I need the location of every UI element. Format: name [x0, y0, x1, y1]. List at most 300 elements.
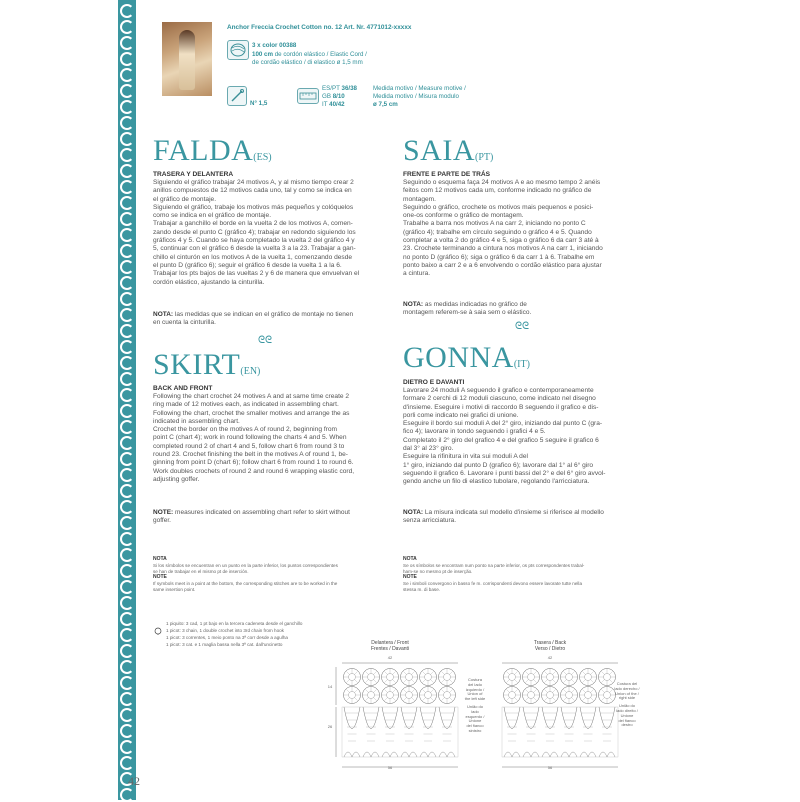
note-line: senza arricciatura. — [403, 517, 457, 525]
scallop-edge — [561, 752, 577, 757]
motif-spoke — [354, 679, 357, 682]
wave-swirl — [120, 628, 134, 642]
body-line: anillos compuestos de 12 motivos cada uno, tal y como se indica en — [153, 187, 352, 195]
motif-spoke — [365, 689, 368, 692]
motif-center — [547, 674, 554, 681]
motif-spoke — [571, 679, 574, 682]
body-line: one-os conforme o gráfico de montagem. — [403, 212, 524, 220]
wave-swirl — [120, 516, 134, 530]
size-value: 36/38 — [341, 85, 357, 92]
note-line: measures indicated on assembling chart refer to skirt without — [175, 509, 350, 516]
motif-center — [566, 692, 573, 699]
page-number: 42 — [128, 774, 140, 788]
motif-spoke — [525, 689, 528, 692]
body-line: gendo anche un filo di elastico tubolare, regolando l'arricciatura. — [403, 478, 590, 486]
footnote-left — [153, 556, 338, 593]
motif-spoke — [563, 671, 566, 674]
motif-center — [387, 674, 394, 681]
scallop-edge — [401, 752, 417, 757]
motif-spoke — [582, 689, 585, 692]
body-line: fico 4); lavorare in tondo seguendo i grafici 4 e 5. — [403, 428, 546, 436]
body-line: a cintura. — [403, 270, 431, 278]
title-text: GONNA — [403, 341, 514, 374]
note-line: goffer. — [153, 517, 171, 525]
body-line: formare 2 cerchi di 12 moduli ciascuno, come indicato nel disegno — [403, 395, 596, 403]
motif-center — [604, 674, 611, 681]
motif-center — [444, 674, 451, 681]
back-top-measure: 42 — [547, 655, 553, 660]
motif-spoke — [373, 697, 376, 700]
side-note-line: the left side — [464, 696, 486, 702]
body-line: Completato il 2° giro del grafico 4 e del grafico 5 seguire il grafico 6 — [403, 436, 599, 444]
chart-title-line: Delantera / Front — [371, 640, 409, 646]
side-note-line: Union of the / — [615, 690, 639, 696]
right-side-note — [612, 682, 642, 728]
body-line: ginning from point D (chart 6); follow chart 6 from round 1 to round 6. — [153, 459, 354, 467]
wave-swirl — [120, 196, 134, 210]
motif-spoke — [411, 697, 414, 700]
wave-swirl — [120, 36, 134, 50]
wave-swirl — [120, 372, 134, 386]
motif-spoke — [533, 679, 536, 682]
size-value: 40/42 — [329, 101, 345, 108]
wave-swirl — [120, 724, 134, 738]
body-line: Siguiendo el gráfico, trabaje los motivos más pequeños y colóquelos — [153, 203, 354, 211]
section-title-saia — [403, 136, 493, 166]
motif-spoke — [552, 671, 555, 674]
motif-center — [509, 692, 516, 699]
pineapple-shape — [420, 707, 436, 729]
motif-spoke — [346, 689, 349, 692]
wave-swirl — [120, 740, 134, 754]
body-line: Eseguire la rifinitura in vita sui moduli A del — [403, 453, 528, 461]
motif-spoke — [544, 679, 547, 682]
measure-value: ø 7,5 cm — [373, 101, 398, 108]
wave-swirl — [120, 132, 134, 146]
yarn-ball-icon — [227, 40, 249, 60]
language-tag: (IT) — [513, 359, 530, 370]
wave-swirl — [120, 484, 134, 498]
motif-center — [425, 674, 432, 681]
body-line: 1° giro, iniziando dal punto D (grafico 6); lavorare dal 1° al 6° giro — [403, 461, 594, 469]
motif-center — [387, 692, 394, 699]
motif-center — [425, 692, 432, 699]
footnote-label: NOTE — [403, 574, 417, 581]
footnote-line: se han de trabajar en el mismo pt de inserción. — [153, 568, 249, 574]
motif-spoke — [449, 679, 452, 682]
wave-swirl — [120, 756, 134, 770]
body-line: Seguindo o gráfico, crochete os motivos mais pequenos e posici- — [403, 203, 594, 211]
motif-spoke — [590, 689, 593, 692]
front-left-top-measure: 14 — [327, 684, 333, 689]
motif-spoke — [601, 679, 604, 682]
motif-spoke — [373, 689, 376, 692]
motif-spoke — [514, 671, 517, 674]
measuring-tape-icon — [297, 88, 319, 104]
motif-spoke — [354, 689, 357, 692]
scallop-edge — [599, 752, 615, 757]
wave-swirl — [120, 20, 134, 34]
hook-size: N° 1,5 — [250, 100, 268, 107]
ornament-divider: ᘓᘓ — [258, 335, 273, 346]
picot-symbol-icon — [153, 622, 163, 640]
front-top-measure: 42 — [387, 655, 393, 660]
motif-spoke — [441, 697, 444, 700]
note-line: en cuenta la cinturilla. — [153, 319, 216, 327]
motif-center — [349, 674, 356, 681]
left-side-note — [460, 678, 490, 734]
wave-swirl — [120, 292, 134, 306]
footnote-line: Si los símbolos se encuentran en un punto en la parte inferior, los puntos correspondientes — [153, 562, 338, 568]
wave-swirl — [120, 404, 134, 418]
wave-swirl — [120, 340, 134, 354]
motif-spoke — [525, 679, 528, 682]
motif-spoke — [601, 689, 604, 692]
front-chart-title — [330, 640, 450, 652]
wave-swirl — [120, 244, 134, 258]
motif-spoke — [354, 697, 357, 700]
motif-spoke — [392, 679, 395, 682]
motif-center — [528, 674, 535, 681]
body-line: Seguindo o esquema faça 24 motivos A e ao mesmo tempo 2 anéis — [403, 179, 601, 186]
subtitle-skirt: BACK AND FRONT — [153, 385, 213, 392]
language-tag: (EN) — [240, 366, 261, 377]
motif-spoke — [384, 689, 387, 692]
section-title-falda — [153, 136, 272, 166]
body-line: adjusting goffer. — [153, 475, 200, 483]
body-line: 5, continuar con el gráfico 6 desde la vuelta 3 a la 23. Trabajar a gan- — [153, 245, 356, 253]
motif-spoke — [430, 697, 433, 700]
motif-spoke — [514, 689, 517, 692]
crochet-hook-icon — [227, 86, 247, 106]
motif-spoke — [422, 671, 425, 674]
pineapple-shape — [542, 707, 558, 729]
subtitle-saia: FRENTE E PARTE DE TRÁS — [403, 171, 491, 178]
motif-spoke — [373, 679, 376, 682]
motif-spoke — [422, 689, 425, 692]
note-skirt — [153, 509, 350, 525]
body-line: Trabajar a ganchillo el borde en la vuelta 2 de los motivos A, comen- — [153, 220, 353, 228]
motif-center — [509, 674, 516, 681]
motif-spoke — [441, 671, 444, 674]
pineapple-shape — [401, 707, 417, 729]
motif-spoke — [571, 689, 574, 692]
motif-spoke — [506, 679, 509, 682]
chart-title-line: Verso / Dietro — [534, 646, 566, 652]
size-row-es — [322, 85, 357, 93]
body-skirt — [153, 393, 354, 484]
motif-center — [585, 674, 592, 681]
back-chart-title — [490, 640, 610, 652]
body-line: chillo el cinturón en los motivos A de la vuelta 1, comenzando desde — [153, 253, 353, 261]
body-line: como se indica en el gráfico de montaje. — [153, 212, 272, 220]
body-line: d'insieme. Eseguire i motivi di raccordo B seguendo il grafico e dis- — [403, 403, 599, 411]
subtitle-gonna: DIETRO E DAVANTI — [403, 379, 465, 386]
motif-spoke — [384, 697, 387, 700]
body-line: no ponto D (gráfico 6); siga o gráfico 6 da carr 1 à 6. Trabalhe em — [403, 253, 595, 261]
wave-swirl — [120, 644, 134, 658]
body-line: Following the chart crochet 24 motives A and at same time create 2 — [153, 393, 350, 400]
motif-spoke — [392, 671, 395, 674]
picot-line: 1 piquito: 3 cad, 1 pt bajo en la tercera cadeneta desde el ganchillo — [166, 621, 303, 626]
picot-line: 1 picot: 3 cat. e 1 maglia bassa nella 3ª cat. dall'uncinetto — [166, 642, 283, 647]
measure-label-2: Medida motivo / Misura modulo — [373, 93, 459, 100]
wave-swirl — [120, 100, 134, 114]
body-line: ring made of 12 motives each, as indicated in assembling chart. — [153, 401, 339, 409]
side-note-line: Union of — [467, 691, 483, 697]
wave-swirl — [120, 532, 134, 546]
body-line: Lavorare 24 moduli A seguendo il grafico e contemporaneamente — [403, 387, 594, 394]
pineapple-shape — [439, 707, 455, 729]
motif-spoke — [582, 671, 585, 674]
title-text: SAIA — [403, 134, 476, 167]
footnote-label: NOTA — [153, 556, 167, 562]
back-bottom-measure: 56 — [547, 765, 553, 770]
wave-swirl — [120, 660, 134, 674]
motif-spoke — [506, 671, 509, 674]
motif-spoke — [552, 697, 555, 700]
body-line: el gráfico de montaje. — [153, 195, 217, 203]
wave-swirl — [120, 596, 134, 610]
side-note-line: União do — [466, 703, 483, 709]
wave-swirl — [120, 68, 134, 82]
size-code: GB — [322, 93, 331, 100]
cord-length: 100 cm — [252, 51, 273, 58]
scallop-edge — [542, 752, 558, 757]
decorative-wave-border — [118, 0, 136, 800]
body-line: ponto baixo a carr 2 e a 6 envolvendo o cordão elástico para ajustar — [403, 261, 602, 269]
motif-center — [547, 692, 554, 699]
side-note-line: Costura del — [616, 681, 638, 686]
motif-spoke — [544, 671, 547, 674]
side-note-line: sinistro — [468, 727, 482, 733]
wave-swirl — [120, 564, 134, 578]
motif-center — [406, 692, 413, 699]
motif-center — [444, 692, 451, 699]
body-line: Trabalhe a barra nos motivos A na carr 2, iniciando no ponto C — [403, 220, 586, 228]
motif-spoke — [571, 671, 574, 674]
motif-spoke — [590, 679, 593, 682]
motif-spoke — [384, 679, 387, 682]
wave-swirl — [120, 148, 134, 162]
body-line: point C (chart 4); work in round following the charts 4 and 5. When — [153, 434, 347, 442]
chart-title-line: Frentes / Davanti — [370, 646, 410, 652]
wave-swirl — [120, 452, 134, 466]
scallop-edge — [523, 752, 539, 757]
body-line: Following the chart, crochet the smaller motives and arrange the as — [153, 409, 350, 417]
side-note-line: lado — [471, 708, 479, 714]
section-title-gonna — [403, 343, 530, 373]
scallop-edge — [580, 752, 596, 757]
footnote-line: Se i simboli convergono in basso fe m. corrispondenti devono essere lavorate tutte nella — [403, 581, 583, 587]
body-line: el punto D (gráfico 6); seguir el gráfico 6 desde la vuelta 1 a la 6. — [153, 261, 342, 269]
motif-spoke — [514, 697, 517, 700]
body-gonna — [403, 387, 605, 487]
chart-title-line: Trasera / Back — [533, 640, 567, 646]
footnote-line: If symbols meet in a point at the bottom, the corresponding stitches are to be worked in the — [153, 581, 338, 587]
wave-swirl — [120, 420, 134, 434]
motif-spoke — [533, 671, 536, 674]
wave-swirl — [120, 676, 134, 690]
size-row-it — [322, 101, 345, 109]
wave-swirl — [120, 84, 134, 98]
motif-spoke — [525, 697, 528, 700]
footnote-line: Se os símbolos se encontram num ponto na parte inferior, os pts correspondentes trabal- — [403, 562, 585, 568]
motif-spoke — [544, 697, 547, 700]
motif-spoke — [365, 697, 368, 700]
motif-spoke — [506, 689, 509, 692]
wave-swirl — [120, 708, 134, 722]
wave-swirl — [120, 436, 134, 450]
side-note-line: Costura — [467, 677, 482, 682]
motif-spoke — [392, 689, 395, 692]
model-photo — [162, 22, 212, 96]
motif-spoke — [403, 671, 406, 674]
pineapple-shape — [344, 707, 360, 729]
motif-spoke — [563, 689, 566, 692]
note-saia — [403, 301, 531, 317]
body-line: zando desde el punto C (gráfico 4); trabajar en redondo siguiendo los — [153, 228, 356, 236]
motif-spoke — [601, 671, 604, 674]
motif-spoke — [552, 679, 555, 682]
motif-spoke — [544, 689, 547, 692]
size-value: 8/10 — [332, 93, 345, 100]
size-code: ES/PT — [322, 85, 340, 92]
motif-center — [566, 674, 573, 681]
body-line: completar a volta 2 do gráfico 4 e 5, siga o gráfico 6 da carr 3 até à — [403, 237, 599, 245]
side-note-line: izquierdo / — [465, 686, 485, 692]
motif-spoke — [346, 671, 349, 674]
motif-spoke — [384, 671, 387, 674]
motif-spoke — [411, 671, 414, 674]
motif-spoke — [422, 679, 425, 682]
scallop-edge — [382, 752, 398, 757]
wave-swirl — [120, 468, 134, 482]
title-text: SKIRT — [153, 348, 241, 381]
motif-center — [528, 692, 535, 699]
motif-spoke — [392, 697, 395, 700]
body-line: completed round 2 of chart 4 and 5, follow chart 6 from round 3 to — [153, 442, 345, 450]
wave-swirl — [120, 52, 134, 66]
side-note-line: lado derecho / — [614, 685, 640, 691]
note-falda — [153, 311, 353, 327]
motif-spoke — [590, 671, 593, 674]
motif-spoke — [403, 697, 406, 700]
title-text: FALDA — [153, 134, 254, 167]
scallop-edge — [504, 752, 520, 757]
wave-swirl — [120, 308, 134, 322]
subtitle-falda: TRASERA Y DELANTERA — [153, 171, 234, 178]
side-note-line: esquerdo / — [465, 713, 485, 719]
front-bottom-measure: 56 — [387, 765, 393, 770]
note-line: montagem referem-se à saia sem o elástico. — [403, 309, 532, 317]
note-line: las medidas que se indican en el gráfico de montaje no tienen — [174, 311, 354, 318]
wave-swirl — [120, 164, 134, 178]
motif-spoke — [430, 671, 433, 674]
body-line: round 23. Crochet finishing the belt in the motives A of round 1, be- — [153, 451, 349, 459]
motif-center — [604, 692, 611, 699]
wave-swirl — [120, 500, 134, 514]
scallop-edge — [439, 752, 455, 757]
pineapple-shape — [363, 707, 379, 729]
footnote-line: same insertion point. — [153, 586, 196, 592]
motif-spoke — [609, 671, 612, 674]
footnote-line: stessa m. di base. — [403, 586, 441, 592]
body-line: Crochet the border on the motives A of round 2, beginning from — [153, 426, 338, 434]
wave-swirl — [120, 180, 134, 194]
scallop-edge — [363, 752, 379, 757]
body-line: 23. Crochete terminando a cintura nos motivos A na carr 1, iniciando — [403, 245, 603, 253]
cord-line-2: de cordão elástico / di elastico ø 1,5 mm — [252, 59, 363, 66]
pineapple-shape — [561, 707, 577, 729]
body-line: porli come indicato nei grafici di unione. — [403, 411, 519, 419]
motif-center — [368, 674, 375, 681]
wave-swirl — [120, 580, 134, 594]
motif-spoke — [441, 689, 444, 692]
motif-spoke — [373, 671, 376, 674]
body-saia — [403, 179, 603, 279]
section-title-skirt — [153, 350, 260, 380]
motif-spoke — [563, 697, 566, 700]
motif-spoke — [346, 679, 349, 682]
cord-line — [252, 51, 367, 59]
side-note-line: destro — [621, 722, 633, 728]
motif-spoke — [403, 679, 406, 682]
motif-spoke — [563, 679, 566, 682]
motif-spoke — [514, 679, 517, 682]
footnote-right — [403, 556, 584, 593]
side-note-line: Unione — [468, 718, 482, 724]
motif-spoke — [411, 679, 414, 682]
footnote-label: NOTA — [403, 556, 417, 562]
note-label: NOTE: — [153, 509, 174, 516]
wave-swirl — [120, 116, 134, 130]
body-line: cordón elástico, ajustando la cinturilla. — [153, 278, 265, 286]
motif-spoke — [365, 679, 368, 682]
motif-spoke — [571, 697, 574, 700]
note-line: as medidas indicadas no gráfico de — [424, 301, 527, 308]
motif-spoke — [525, 671, 528, 674]
pineapple-shape — [523, 707, 539, 729]
motif-spoke — [506, 697, 509, 700]
motif-spoke — [422, 697, 425, 700]
size-code: IT — [322, 101, 328, 108]
side-note-line: del fianco — [618, 717, 636, 723]
note-label: NOTA: — [403, 509, 424, 516]
scallop-edge — [344, 752, 360, 757]
size-row-gb — [322, 93, 345, 101]
footnote-label: NOTE — [153, 574, 167, 581]
motif-spoke — [346, 697, 349, 700]
motif-spoke — [449, 671, 452, 674]
pineapple-shape — [382, 707, 398, 729]
motif-center — [406, 674, 413, 681]
picot-line: 1 picot: 3 correntes, 1 meio ponto na 3ª corr desde a agulha — [166, 635, 288, 640]
cord-description: de cordón elástico / Elastic Cord / — [274, 51, 367, 58]
motif-spoke — [365, 671, 368, 674]
note-label: NOTA: — [403, 301, 424, 308]
body-line: seguendo il grafico 6. Lavorare i punti bassi del 2° e del 6° giro avvol- — [403, 469, 606, 477]
ornament-divider: ᘓᘓ — [515, 321, 530, 332]
body-line: Siguiendo el gráfico trabajar 24 motivos A, y al mismo tiempo crear 2 — [153, 179, 354, 186]
body-falda — [153, 179, 359, 287]
language-tag: (PT) — [475, 152, 494, 163]
side-note-line: Unione — [620, 712, 634, 718]
motif-spoke — [449, 697, 452, 700]
motif-spoke — [449, 689, 452, 692]
wave-swirl — [120, 228, 134, 242]
motif-spoke — [441, 679, 444, 682]
